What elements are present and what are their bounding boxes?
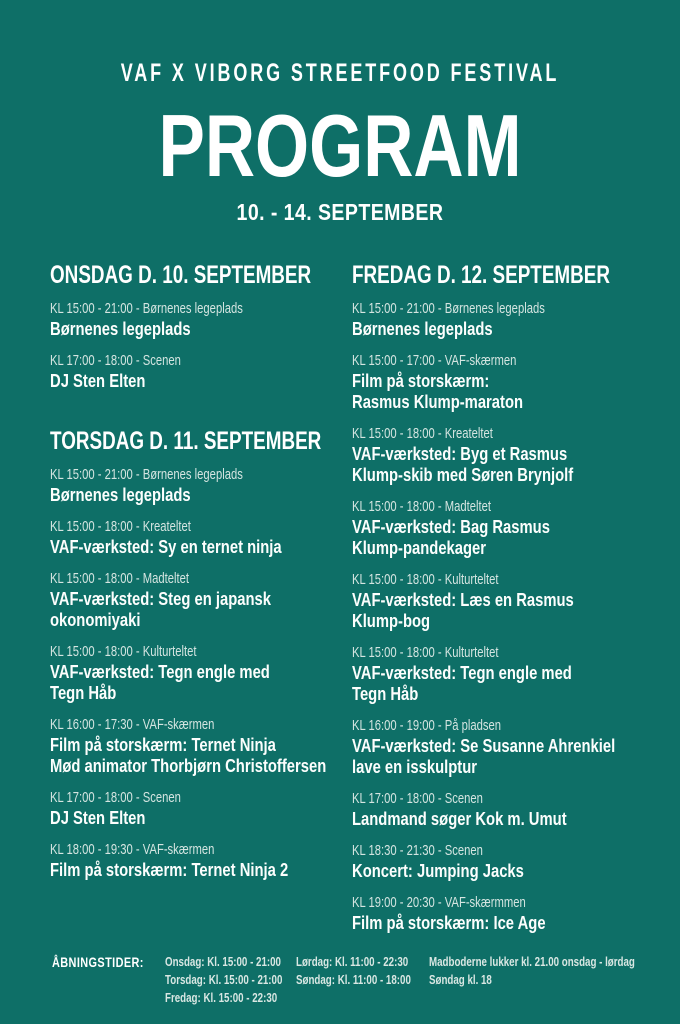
day-section (352, 262, 652, 946)
event-title-line: Tegn Håb (50, 682, 117, 703)
event-title-line: Tegn Håb (352, 683, 419, 704)
event-item (352, 425, 652, 485)
opening-hours (52, 953, 670, 1007)
event-title (50, 588, 352, 630)
event-title-line: Rasmus Klump-maraton (352, 391, 524, 412)
event-time: KL 15:00 - 21:00 - Børnenes legeplads (50, 300, 243, 317)
event-title (50, 661, 352, 703)
opening-hours-line: Fredag: Kl. 15:00 - 22:30 (165, 990, 278, 1005)
event-time: KL 15:00 - 18:00 - Madteltet (50, 570, 190, 587)
opening-hours-line: Torsdag: Kl. 15:00 - 21:00 (165, 972, 283, 987)
event-title-line: Mød animator Thorbjørn Christoffersen (50, 755, 327, 776)
event-title-line: lave en isskulptur (352, 756, 478, 777)
day-heading: FREDAG D. 12. SEPTEMBER (352, 261, 611, 289)
event-item (50, 352, 352, 391)
opening-hours-line: Søndag: Kl. 11:00 - 18:00 (296, 972, 411, 987)
event-title-line: Landmand søger Kok m. Umut (352, 808, 567, 829)
event-time: KL 17:00 - 18:00 - Scenen (50, 352, 181, 369)
event-title (352, 443, 652, 485)
event-item (50, 789, 352, 828)
opening-hours-column (296, 953, 429, 1007)
event-title (352, 370, 652, 412)
event-title-line: VAF-værksted: Se Susanne Ahrenkiel (352, 735, 616, 756)
event-item (50, 570, 352, 630)
event-time: KL 15:00 - 18:00 - Kreateltet (50, 518, 191, 535)
opening-hours-line: Madboderne lukker kl. 21.00 onsdag - lørdag (429, 954, 635, 969)
event-title (50, 318, 352, 339)
event-title-line: Film på storskærm: Ternet Ninja 2 (50, 859, 289, 880)
schedule-column-left (50, 262, 352, 946)
event-title-line: DJ Sten Elten (50, 370, 146, 391)
day-section (50, 262, 352, 404)
day-heading: ONSDAG D. 10. SEPTEMBER (50, 261, 312, 289)
event-item (352, 498, 652, 558)
event-time: KL 19:00 - 20:30 - VAF-skærmmen (352, 894, 526, 911)
opening-hours-line: Søndag kl. 18 (429, 972, 492, 987)
event-time: KL 15:00 - 21:00 - Børnenes legeplads (352, 300, 545, 317)
event-item (50, 716, 352, 776)
opening-hours-column (165, 953, 296, 1007)
opening-hours-columns (165, 953, 680, 1007)
schedule-column-right (352, 262, 652, 946)
event-title-line: Film på storskærm: Ice Age (352, 912, 546, 933)
event-title (352, 589, 652, 631)
schedule (50, 262, 680, 946)
event-title-line: Klump-skib med Søren Brynjolf (352, 464, 574, 485)
event-time: KL 15:00 - 18:00 - Kulturteltet (352, 644, 499, 661)
event-item (352, 717, 652, 777)
event-time: KL 17:00 - 18:00 - Scenen (352, 790, 483, 807)
event-time: KL 15:00 - 18:00 - Kreateltet (352, 425, 493, 442)
event-item (50, 518, 352, 557)
event-title (50, 734, 352, 776)
event-title-line: Klump-pandekager (352, 537, 487, 558)
event-time: KL 15:00 - 18:00 - Madteltet (352, 498, 492, 515)
event-title-line: Koncert: Jumping Jacks (352, 860, 524, 881)
event-title-line: DJ Sten Elten (50, 807, 146, 828)
day-section (50, 428, 352, 893)
event-title-line: VAF-værksted: Steg en japansk (50, 588, 271, 609)
event-item (352, 352, 652, 412)
event-time: KL 15:00 - 18:00 - Kulturteltet (50, 643, 197, 660)
event-title-line: VAF-værksted: Byg et Rasmus (352, 443, 568, 464)
event-title (352, 860, 652, 881)
day-heading: TORSDAG D. 11. SEPTEMBER (50, 427, 322, 455)
event-title (352, 318, 652, 339)
event-item (352, 300, 652, 339)
event-item (50, 300, 352, 339)
event-item (50, 643, 352, 703)
event-title-line: Film på storskærm: (352, 370, 490, 391)
event-item (50, 466, 352, 505)
event-time: KL 15:00 - 21:00 - Børnenes legeplads (50, 466, 243, 483)
event-time: KL 18:00 - 19:30 - VAF-skærmen (50, 841, 215, 858)
event-title-line: VAF-værksted: Læs en Rasmus (352, 589, 574, 610)
event-title (352, 662, 652, 704)
event-title (50, 807, 352, 828)
event-title-line: Børnenes legeplads (352, 318, 493, 339)
opening-hours-line: Lørdag: Kl. 11:00 - 22:30 (296, 954, 409, 969)
event-title-line: Børnenes legeplads (50, 318, 191, 339)
event-title-line: VAF-værksted: Tegn engle med (352, 662, 572, 683)
event-title-line: okonomiyaki (50, 609, 141, 630)
event-title-line: Film på storskærm: Ternet Ninja (50, 734, 276, 755)
event-item (352, 842, 652, 881)
event-item (352, 644, 652, 704)
event-title (352, 808, 652, 829)
event-title-line: Børnenes legeplads (50, 484, 191, 505)
event-time: KL 16:00 - 19:00 - På pladsen (352, 717, 502, 734)
event-item (352, 894, 652, 933)
event-title (352, 912, 652, 933)
opening-hours-column (429, 953, 680, 1007)
event-time: KL 16:00 - 17:30 - VAF-skærmen (50, 716, 215, 733)
event-title (50, 536, 352, 557)
event-time: KL 18:30 - 21:30 - Scenen (352, 842, 483, 859)
event-title (50, 370, 352, 391)
event-title-line: Klump-bog (352, 610, 431, 631)
event-item (352, 790, 652, 829)
event-title (50, 484, 352, 505)
opening-hours-label: ÅBNINGSTIDER: (52, 954, 144, 970)
festival-title: VAF X VIBORG STREETFOOD FESTIVAL (120, 59, 560, 87)
date-range: 10. - 14. SEPTEMBER (236, 199, 444, 225)
event-item (50, 841, 352, 880)
event-time: KL 17:00 - 18:00 - Scenen (50, 789, 181, 806)
event-title (352, 735, 652, 777)
event-title-line: VAF-værksted: Tegn engle med (50, 661, 270, 682)
event-title (50, 859, 352, 880)
event-time: KL 15:00 - 18:00 - Kulturteltet (352, 571, 499, 588)
event-item (352, 571, 652, 631)
event-title-line: VAF-værksted: Sy en ternet ninja (50, 536, 282, 557)
opening-hours-line: Onsdag: Kl. 15:00 - 21:00 (165, 954, 281, 969)
program-title: PROGRAM (158, 96, 522, 195)
event-title (352, 516, 652, 558)
event-time: KL 15:00 - 17:00 - VAF-skærmen (352, 352, 517, 369)
event-title-line: VAF-værksted: Bag Rasmus (352, 516, 550, 537)
